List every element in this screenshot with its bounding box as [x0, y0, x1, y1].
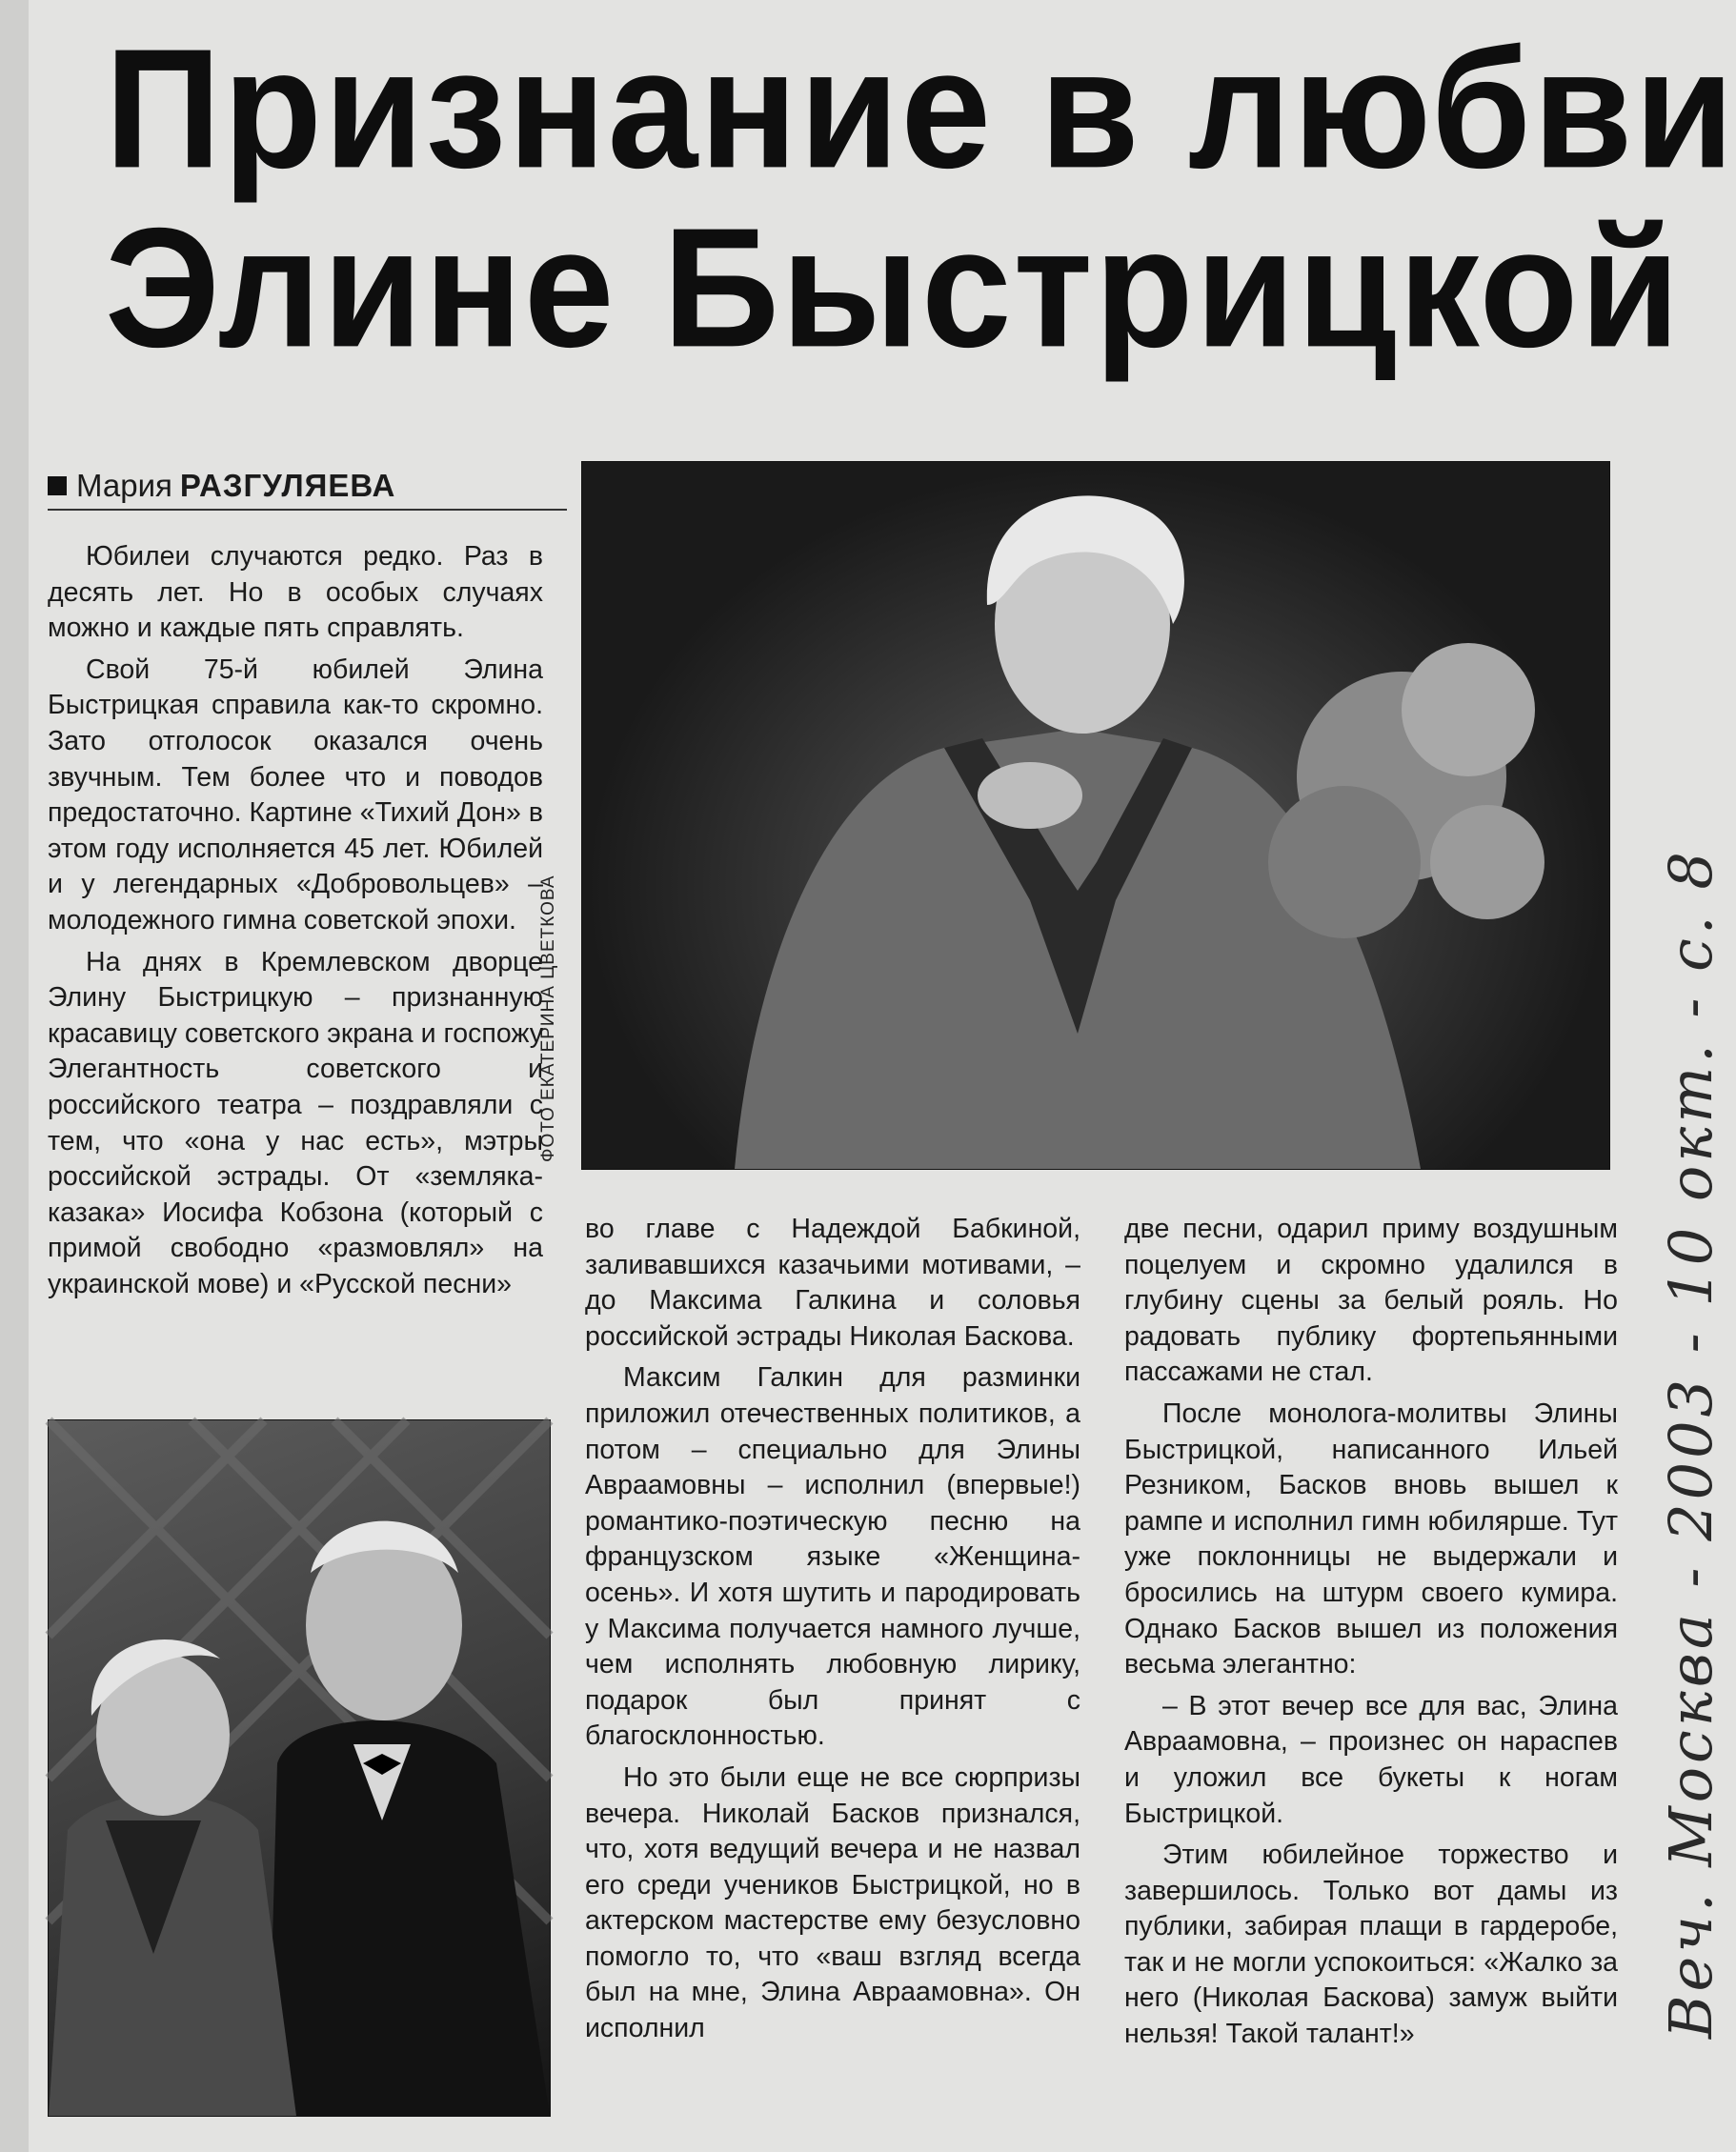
headline-line-2: Элине Быстрицкой: [105, 192, 1682, 384]
author-surname: РАЗГУЛЯЕВА: [179, 468, 396, 503]
photo-illustration-2: [49, 1420, 550, 2116]
article-column-3: [1124, 1212, 1618, 2053]
paragraph: две песни, одарил приму воздушным поцелуем и скромно удалился в глубину сцены за белый рояль. Но радовать публику фортепьянными пассажами не стал.: [1124, 1214, 1618, 1388]
paragraph: Этим юбилейное торжество и завершилось. Только вот дамы из публики, забирая плащи в гардеробе, так и не могли успокоиться: «Жалко за него (Николая Баскова) замуж выйти нельзя! Такой талант!»: [1124, 1840, 1618, 2050]
article-column-2: [585, 1212, 1080, 2047]
left-edge-bleed: [0, 0, 29, 2152]
paragraph: После монолога-молитвы Элины Быстрицкой, написанного Ильей Резником, Басков вновь вышел к рампе и исполнил гимн юбилярше. Тут уже поклонницы не выдержали и бросились на штурм своего кумира. Однако Басков вышел из положения весьма элегантно:: [1124, 1398, 1618, 1680]
paragraph: Максим Галкин для разминки приложил отечественных политиков, а потом – специально для Элины Авраамовны – исполнил (впервые!) романтико-поэтическую песню на французском языке «Женщина-осень». И хотя шутить и пародировать у Максима получается намного лучше, чем исполнять любовную лирику, подарок был принят с благосклонностью.: [585, 1362, 1080, 1752]
paragraph: Юбилеи случаются редко. Раз в десять лет. Но в особых случаях можно и каждые пять справлять.: [48, 541, 543, 644]
headline-line-1: Признание в любви: [105, 13, 1736, 205]
photo-illustration: [582, 462, 1609, 1169]
paragraph: Но это были еще не все сюрпризы вечера. Николай Басков признался, что, хотя ведущий вечера и не назвал его среди учеников Быстрицкой, но в актерском мастерстве ему безусловно помогло то, что «ваш взгляд всегда был на мне, Элина Авраамовна». Он исполнил: [585, 1761, 1080, 2044]
paragraph: Свой 75-й юбилей Элина Быстрицкая справила как-то скромно. Зато отголосок оказался очень звучным. Тем более что и поводов предостаточно. Картине «Тихий Дон» в этом году исполняется 45 лет. Юбилей и у легендарных «Добровольцев» – молодежного гимна советской эпохи.: [48, 654, 543, 935]
article-column-1: [48, 539, 543, 1302]
byline-square-icon: [48, 476, 67, 495]
photo-bystritskaya-with-man: [48, 1419, 551, 2117]
paragraph: На днях в Кремлевском дворце Элину Быстрицкую – признанную красавицу советского экрана и госпожу Элегантность советского и российского театра – поздравляли с тем, что «она у нас есть», мэтры российской эстрады. От «земляка-казака» Иосифа Кобзона (который с примой свободно «размовлял» на украинской мове) и «Русской песни»: [48, 946, 543, 1299]
author-first-name: Мария: [76, 468, 172, 503]
handwritten-source-note: Веч. Москва - 2003 - 10 окт. - с. 8: [1656, 848, 1726, 2039]
photo-bystritskaya-with-flowers: [581, 461, 1610, 1170]
photo-credit: ФОТО ЕКАТЕРИНА ЦВЕТКОВА: [538, 875, 558, 1162]
paragraph: во главе с Надеждой Бабкиной, заливавшихся казачьими мотивами, – до Максима Галкина и соловья российской эстрады Николая Баскова.: [585, 1214, 1080, 1352]
paragraph: – В этот вечер все для вас, Элина Авраамовна, – произнес он нараспев и уложил все букеты к ногам Быстрицкой.: [1124, 1690, 1618, 1829]
byline: [48, 465, 567, 511]
